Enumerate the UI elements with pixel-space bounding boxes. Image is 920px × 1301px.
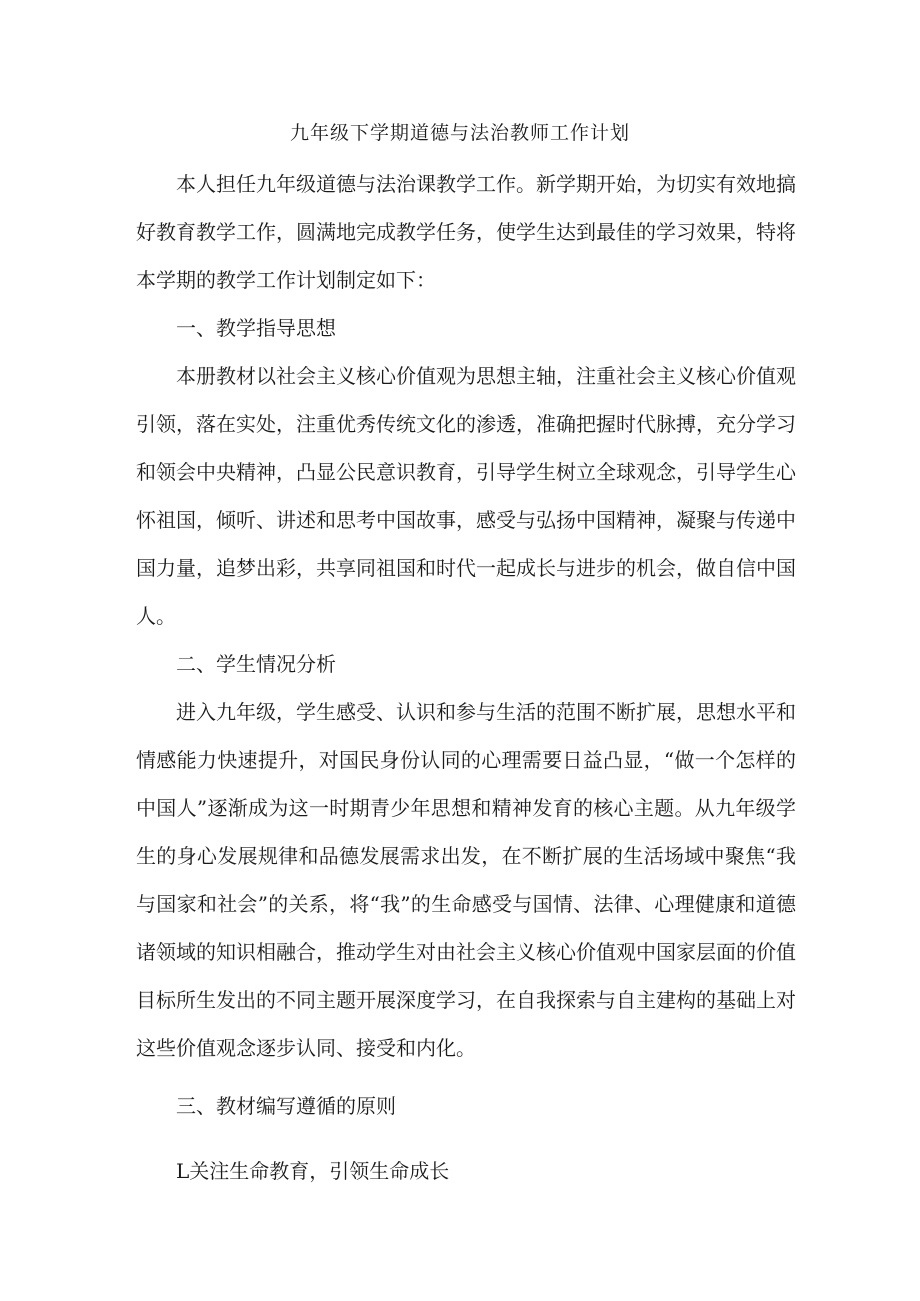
section-heading-student-analysis: 二、学生情况分析 <box>176 652 336 676</box>
intro-paragraph: 本人担任九年级道德与法治课教学工作。新学期开始，为切实有效地搞好教育教学工作，圆满地完成教学任务，使学生达到最佳的学习效果，特将本学期的教学工作计划制定如下： <box>136 172 796 292</box>
section-body-teaching-guideline: 本册教材以社会主义核心价值观为思想主轴，注重社会主义核心价值观引领，落在实处，注重优秀传统文化的渗透，准确把握时代脉搏，充分学习和领会中央精神，凸显公民意识教育，引导学生树立全球观念，引导学生心怀祖国，倾听、讲述和思考中国故事，感受与弘扬中国精神，凝聚与传递中国力量，追梦出彩，共享同祖国和时代一起成长与进步的机会，做自信中国人。 <box>136 364 796 628</box>
document-title: 九年级下学期道德与法治教师工作计划 <box>289 122 630 144</box>
section-heading-textbook-principles: 三、教材编写遵循的原则 <box>176 1094 396 1118</box>
list-item-life-education: L关注生命教育，引领生命成长 <box>176 1159 450 1183</box>
section-body-student-analysis: 进入九年级，学生感受、认识和参与生活的范围不断扩展，思想水平和情感能力快速提升，对国民身份认同的心理需要日益凸显，“做一个怎样的中国人”逐渐成为这一时期青少年思想和精神发育的核心主题。从九年级学生的身心发展规律和品德发展需求出发，在不断扩展的生活场域中聚焦“我与国家和社会”的关系，将“我”的生命感受与国情、法律、心理健康和道德诸领域的知识相融合，推动学生对由社会主义核心价值观中国家层面的价值目标所生发出的不同主题开展深度学习，在自我探索与自主建构的基础上对这些价值观念逐步认同、接受和内化。 <box>136 700 796 1060</box>
section-heading-teaching-guideline: 一、教学指导思想 <box>176 316 336 340</box>
